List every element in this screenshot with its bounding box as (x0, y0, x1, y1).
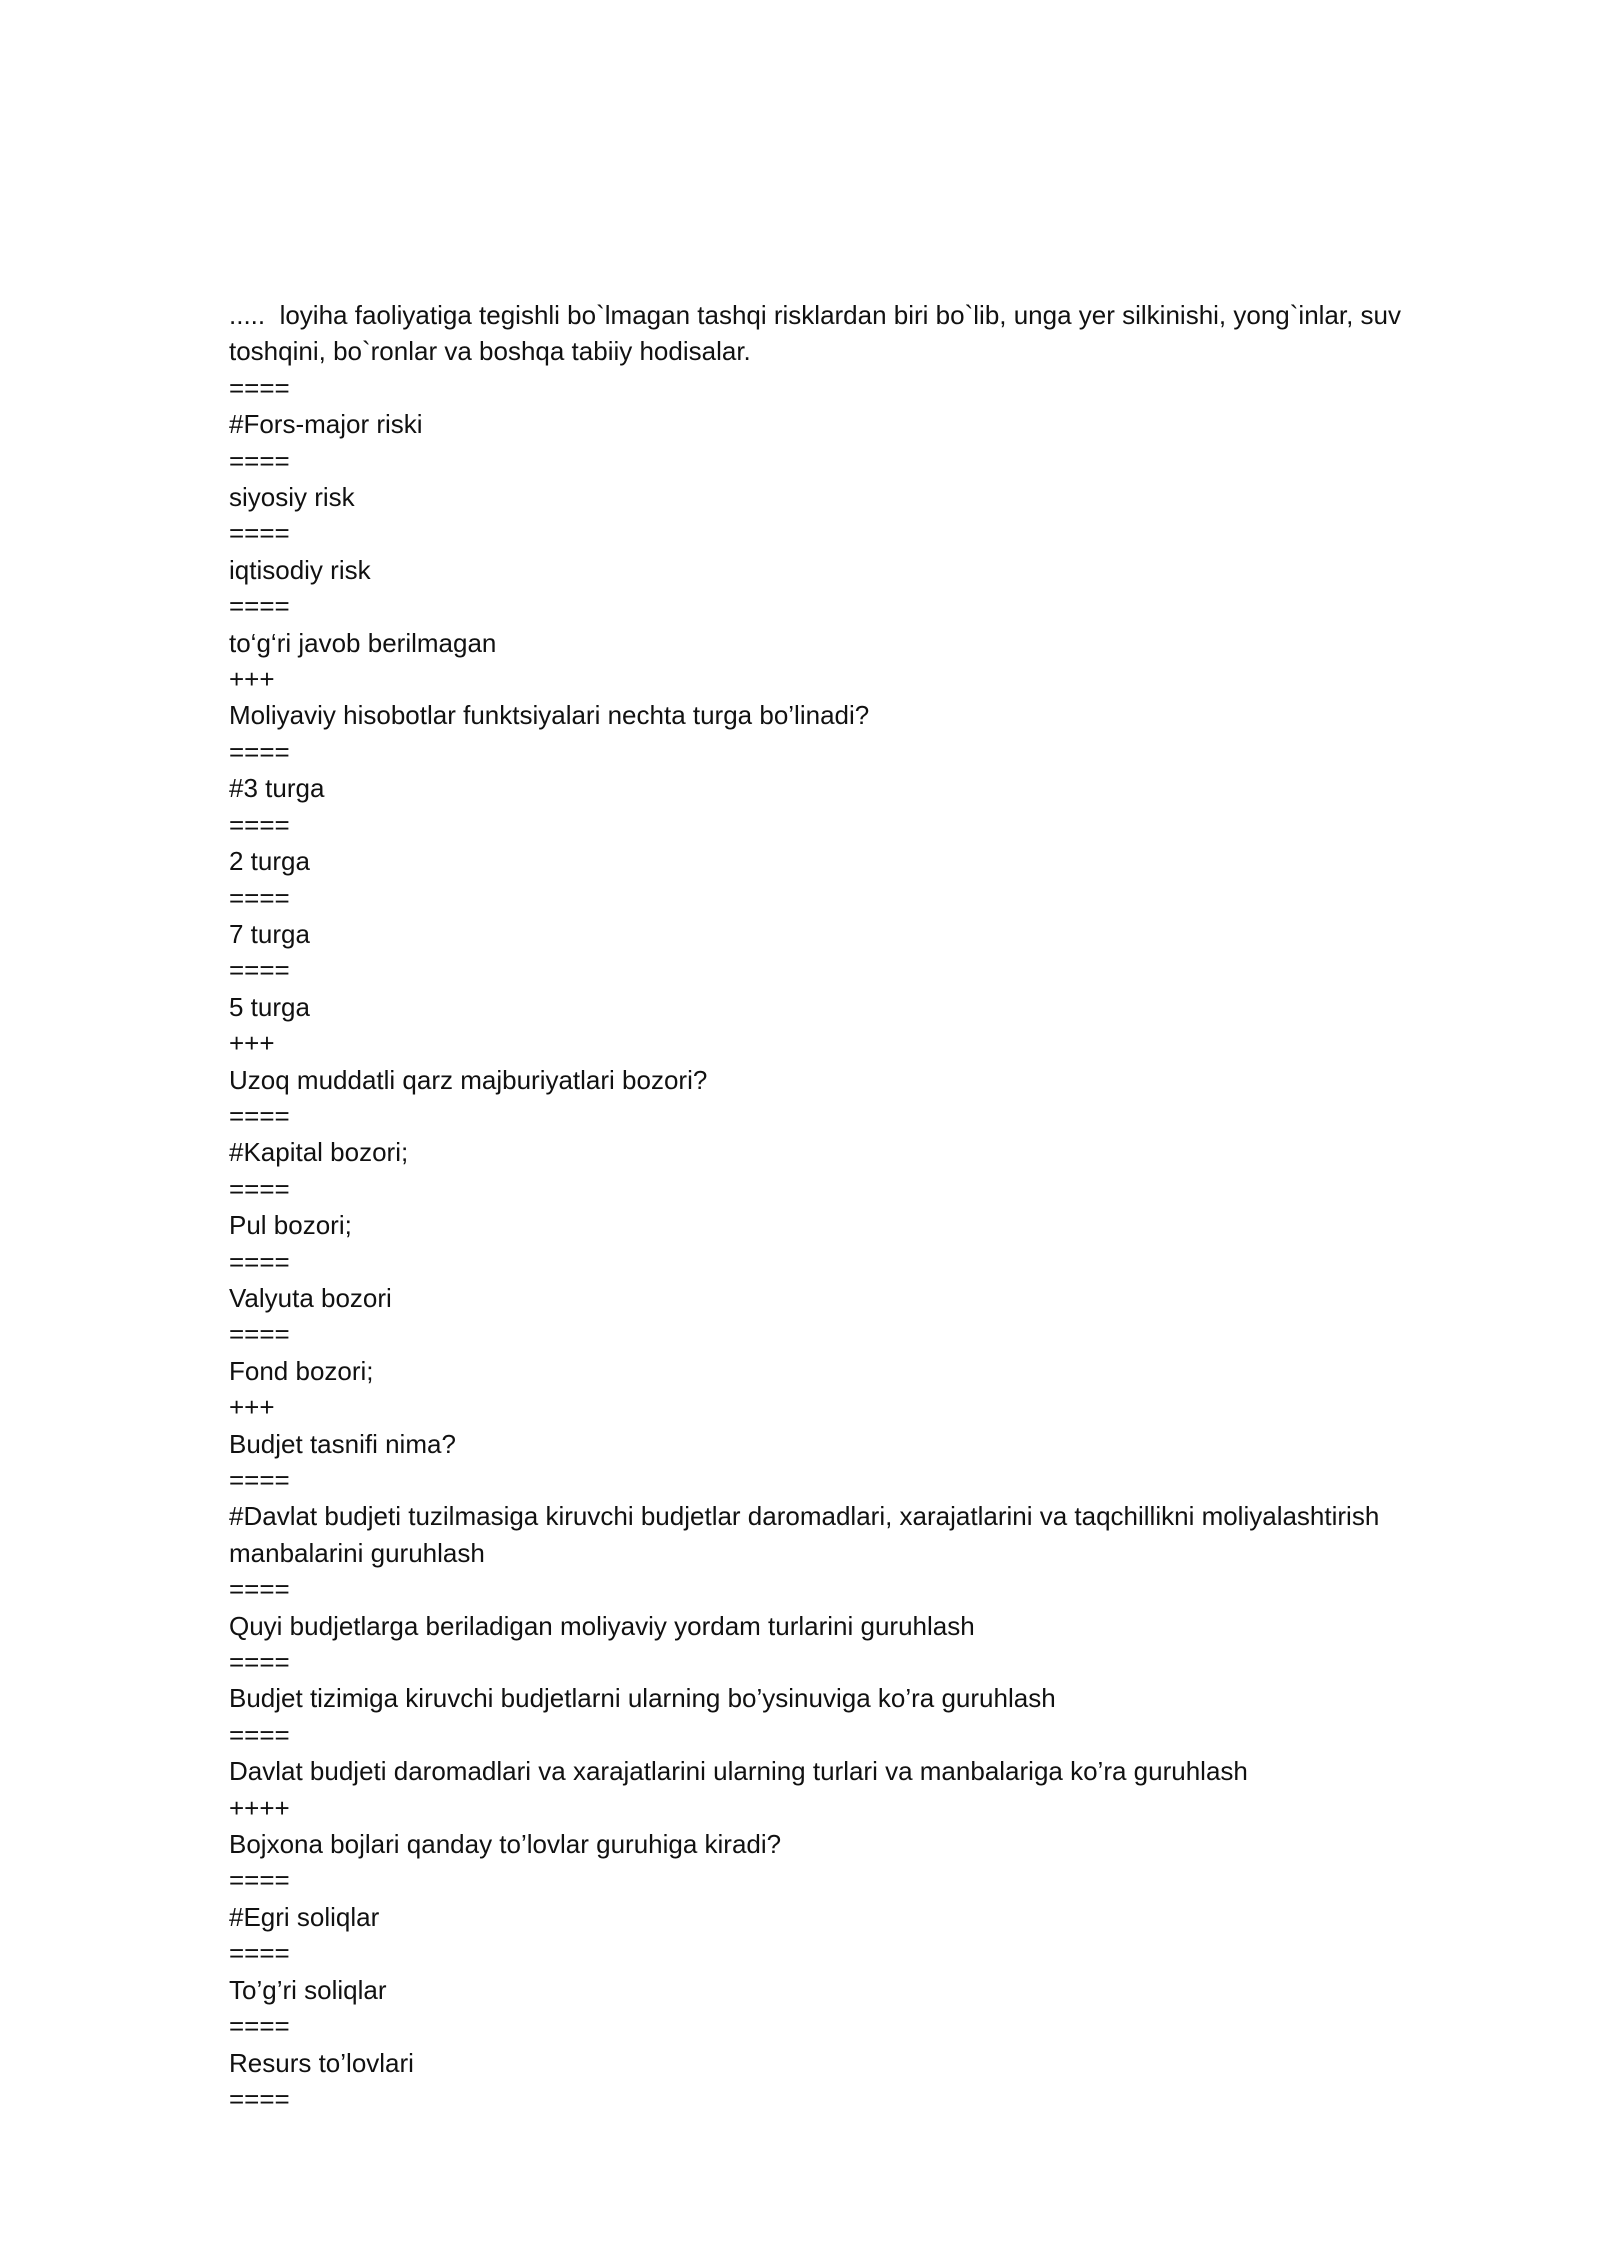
answer-separator: ==== (229, 955, 290, 986)
question-separator: +++ (229, 1028, 275, 1059)
question-separator: ++++ (229, 1792, 290, 1823)
answer-separator: ==== (229, 1647, 290, 1678)
answer-separator: ==== (229, 372, 290, 403)
question-text: Moliyaviy hisobotlar funktsiyalari nechta turga bo’linadi? (229, 700, 870, 731)
answer-separator: ==== (229, 518, 290, 549)
correct-answer: #Davlat budjeti tuzilmasiga kiruvchi budjetlar daromadlari, xarajatlarini va taqchillikni moliyalashtirish manbalarini guruhlash (229, 1501, 1387, 1568)
question-text: Bojxona bojlari qanday to’lovlar guruhiga kiradi? (229, 1829, 782, 1860)
answer-option: siyosiy risk (229, 482, 355, 513)
answer-option: Quyi budjetlarga beriladigan moliyaviy yordam turlarini guruhlash (229, 1610, 975, 1641)
answer-option: To’g’ri soliqlar (229, 1974, 387, 2005)
answer-separator: ==== (229, 1246, 290, 1277)
correct-answer: #Kapital bozori; (229, 1137, 409, 1168)
answer-option: 2 turga (229, 846, 310, 877)
answer-option: to‘g‘ri javob berilmagan (229, 627, 497, 658)
answer-separator: ==== (229, 2083, 290, 2114)
answer-separator: ==== (229, 1173, 290, 1204)
correct-answer: #Fors-major riski (229, 409, 423, 440)
answer-option: 7 turga (229, 918, 310, 949)
answer-option: Budjet tizimiga kiruvchi budjetlarni ularning bo’ysinuviga ko’ra guruhlash (229, 1683, 1056, 1714)
correct-answer: #Egri soliqlar (229, 1901, 380, 1932)
answer-separator: ==== (229, 1100, 290, 1131)
question-text: Uzoq muddatli qarz majburiyatlari bozori? (229, 1064, 708, 1095)
answer-separator: ==== (229, 809, 290, 840)
answer-separator: ==== (229, 1938, 290, 1969)
answer-separator: ==== (229, 1574, 290, 1605)
question-separator: +++ (229, 664, 275, 695)
answer-separator: ==== (229, 445, 290, 476)
answer-separator: ==== (229, 2011, 290, 2042)
question-text: Budjet tasnifi nima? (229, 1428, 456, 1459)
answer-option: Fond bozori; (229, 1355, 374, 1386)
answer-option: Davlat budjeti daromadlari va xarajatlarini ularning turlari va manbalariga ko’ra guruhlash (229, 1756, 1248, 1787)
document-body (229, 297, 1479, 2117)
answer-separator: ==== (229, 736, 290, 767)
question-separator: +++ (229, 1392, 275, 1423)
question-text: ..... loyiha faoliyatiga tegishli bo`lmagan tashqi risklardan biri bo`lib, unga yer silkinishi, yong`inlar, suv toshqini, bo`ronlar va boshqa tabiiy hodisalar. (229, 300, 1409, 367)
answer-separator: ==== (229, 1865, 290, 1896)
answer-option: Pul bozori; (229, 1210, 352, 1241)
answer-separator: ==== (229, 1465, 290, 1495)
answer-option: 5 turga (229, 991, 310, 1022)
answer-separator: ==== (229, 882, 290, 913)
answer-separator: ==== (229, 1719, 290, 1750)
answer-separator: ==== (229, 1319, 290, 1350)
answer-option: Valyuta bozori (229, 1282, 392, 1313)
answer-option: iqtisodiy risk (229, 554, 371, 585)
answer-separator: ==== (229, 591, 290, 622)
answer-option: Resurs to’lovlari (229, 2047, 414, 2078)
correct-answer: #3 turga (229, 773, 325, 804)
